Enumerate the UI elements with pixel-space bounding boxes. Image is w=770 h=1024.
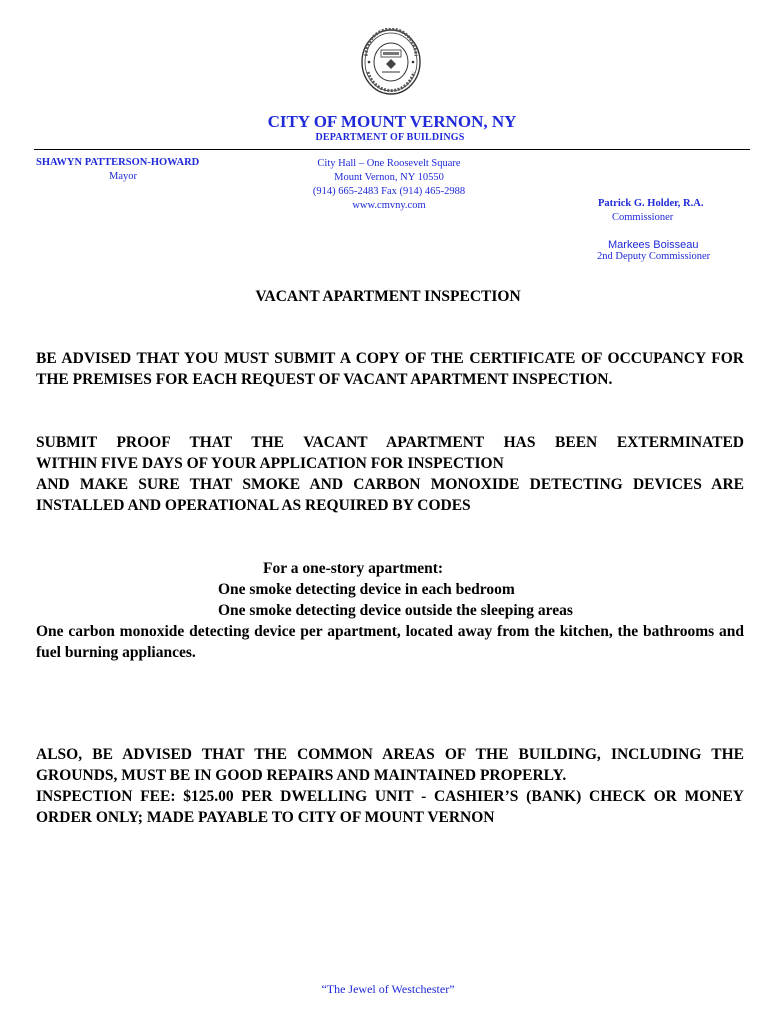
city-seal-icon — [360, 28, 422, 96]
address-city-line: Mount Vernon, NY 10550 — [334, 172, 444, 183]
certificate-notice: BE ADVISED THAT YOU MUST SUBMIT A COPY OF THE CERTIFICATE OF OCCUPANCY FOR THE PREMISES FOR EACH REQUEST OF VACANT APARTMENT INSPECTION. — [36, 350, 744, 388]
deputy-commissioner-name: Markees Boisseau — [608, 239, 699, 251]
header-divider — [34, 149, 750, 150]
requirement-bedroom-smoke: One smoke detecting device in each bedroom — [218, 581, 515, 598]
detector-notice: AND MAKE SURE THAT SMOKE AND CARBON MONOXIDE DETECTING DEVICES ARE INSTALLED AND OPERATIONAL AS REQUIRED BY CODES — [36, 476, 744, 514]
phone-fax-line: (914) 665-2483 Fax (914) 465-2988 — [312, 186, 466, 197]
website-link[interactable]: www.cmvny.com — [352, 200, 426, 211]
common-areas-notice: ALSO, BE ADVISED THAT THE COMMON AREAS OF THE BUILDING, INCLUDING THE GROUNDS, MUST BE IN GOOD REPAIRS AND MAINTAINED PROPERLY. — [36, 746, 744, 784]
mayor-title: Mayor — [109, 171, 137, 182]
document-heading: VACANT APARTMENT INSPECTION — [255, 288, 521, 305]
department-title: DEPARTMENT OF BUILDINGS — [315, 132, 465, 143]
requirement-carbon-monoxide: One carbon monoxide detecting device per apartment, located away from the kitchen, the bathrooms and fuel burning appliances. — [36, 623, 744, 661]
commissioner-name: Patrick G. Holder, R.A. — [598, 198, 704, 209]
address-line: City Hall – One Roosevelt Square — [317, 158, 461, 169]
extermination-notice-line1: SUBMIT PROOF THAT THE VACANT APARTMENT HAS BEEN EXTERMINATED — [36, 434, 744, 451]
deputy-commissioner-title: 2nd Deputy Commissioner — [597, 251, 711, 262]
mayor-name: SHAWYN PATTERSON-HOWARD — [36, 157, 200, 168]
one-story-heading: For a one-story apartment: — [263, 560, 444, 577]
extermination-notice-line2: WITHIN FIVE DAYS OF YOUR APPLICATION FOR INSPECTION — [36, 455, 504, 472]
inspection-fee-notice: INSPECTION FEE: $125.00 PER DWELLING UNIT - CASHIER’S (BANK) CHECK OR MONEY ORDER ONLY; MADE PAYABLE TO CITY OF MOUNT VERNON — [36, 788, 744, 826]
requirement-hallway-smoke: One smoke detecting device outside the sleeping areas — [218, 602, 573, 619]
footer-motto: “The Jewel of Westchester” — [321, 982, 455, 996]
commissioner-title: Commissioner — [612, 212, 674, 223]
city-title: CITY OF MOUNT VERNON, NY — [267, 112, 517, 131]
